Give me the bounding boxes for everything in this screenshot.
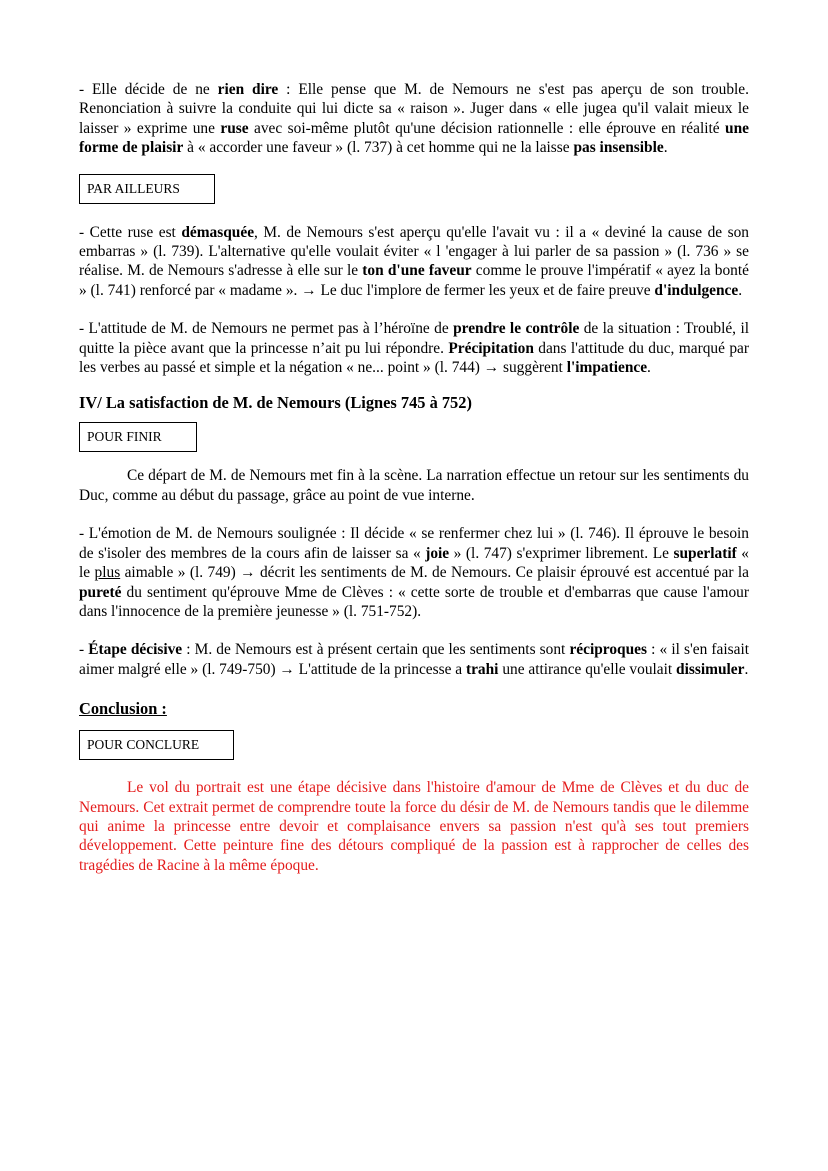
paragraph-etape-decisive: - Étape décisive : M. de Nemours est à présent certain que les sentiments sont réciproques : « il s'en faisait aimer malgré elle » (l. 749-750) → L'attitude de la princesse a trahi une attirance qu'elle voulait dissimuler. (79, 641, 749, 678)
document-page (79, 80, 749, 875)
paragraph-ruse-demasquee: - Cette ruse est démasquée, M. de Nemours s'est aperçu qu'elle l'avait vu : il a « deviné la cause de son embarras » (l. 739). L'alternative qu'elle voulait éviter « l 'engager à lui parler de sa passion » (l. 736 » se réalise. M. de Nemours s'adresse à elle sur le ton d'une faveur comme le prouve l'impératif « ayez la bonté » (l. 741) renforcé par « madame ». → Le duc l'implore de fermer les yeux et de faire preuve d'indulgence. (79, 223, 750, 299)
section-heading-iv: IV/ La satisfaction de M. de Nemours (Lignes 745 à 752) (79, 393, 472, 413)
box-pour-conclure-wrap (79, 730, 749, 760)
paragraph-controle: - L'attitude de M. de Nemours ne permet pas à l’héroïne de prendre le contrôle de la situation : Troublé, il quitte la pièce avant que la princesse n’ait pu lui répondre. Précipitation dans l'attitude du duc, marqué par les verbes au passé et simple et la négation « ne... point » (l. 744) → suggèrent l'impatience. (79, 320, 749, 377)
box-par-ailleurs-wrap (79, 174, 749, 204)
box-pour-finir-wrap (79, 422, 749, 452)
conclusion-title: Conclusion : (79, 699, 167, 719)
label-box-pour-conclure: POUR CONCLURE (79, 730, 234, 760)
label-box-par-ailleurs: PAR AILLEURS (79, 174, 215, 204)
paragraph-emotion: - L'émotion de M. de Nemours soulignée : Il décide « se renfermer chez lui » (l. 746). Il éprouve le besoin de s'isoler des membres de la cours afin de laisser sa « joie » (l. 747) s'exprimer librement. Le superlatif « le plus aimable » (l. 749) → décrit les sentiments de M. de Nemours. Ce plaisir éprouvé est accentué par la pureté du sentiment qu'éprouve Mme de Clèves : « cette sorte de trouble et d'embarras que cause l'amour dans l'innocence de la première jeunesse » (l. 751-752). (79, 525, 750, 620)
paragraph-depart: Ce départ de M. de Nemours met fin à la scène. La narration effectue un retour sur les sentiments du Duc, comme au début du passage, grâce au point de vue interne. (79, 467, 749, 504)
paragraph-rien-dire: - Elle décide de ne rien dire : Elle pense que M. de Nemours ne s'est pas aperçu de son trouble. Renonciation à suivre la conduite qui lui dicte sa « raison ». Juger dans « elle jugea qu'il valait mieux le laisser » exprime une ruse avec soi-même plutôt qu'une décision rationnelle : elle éprouve en réalité une forme de plaisir à « accorder une faveur » (l. 737) à cet homme qui ne la laisse pas insensible. (79, 81, 749, 157)
paragraph-conclusion: Le vol du portrait est une étape décisive dans l'histoire d'amour de Mme de Clèves et du duc de Nemours. Cet extrait permet de comprendre toute la force du désir de M. de Nemours tandis que le dilemme qui anime la princesse entre devoir et complaisance envers sa passion n'est qu'à ses tout premiers développement. Cette peinture fine des détours compliqué de la passion est à rapprocher de celles des tragédies de Racine à la même époque. (79, 779, 749, 874)
label-box-pour-finir: POUR FINIR (79, 422, 197, 452)
